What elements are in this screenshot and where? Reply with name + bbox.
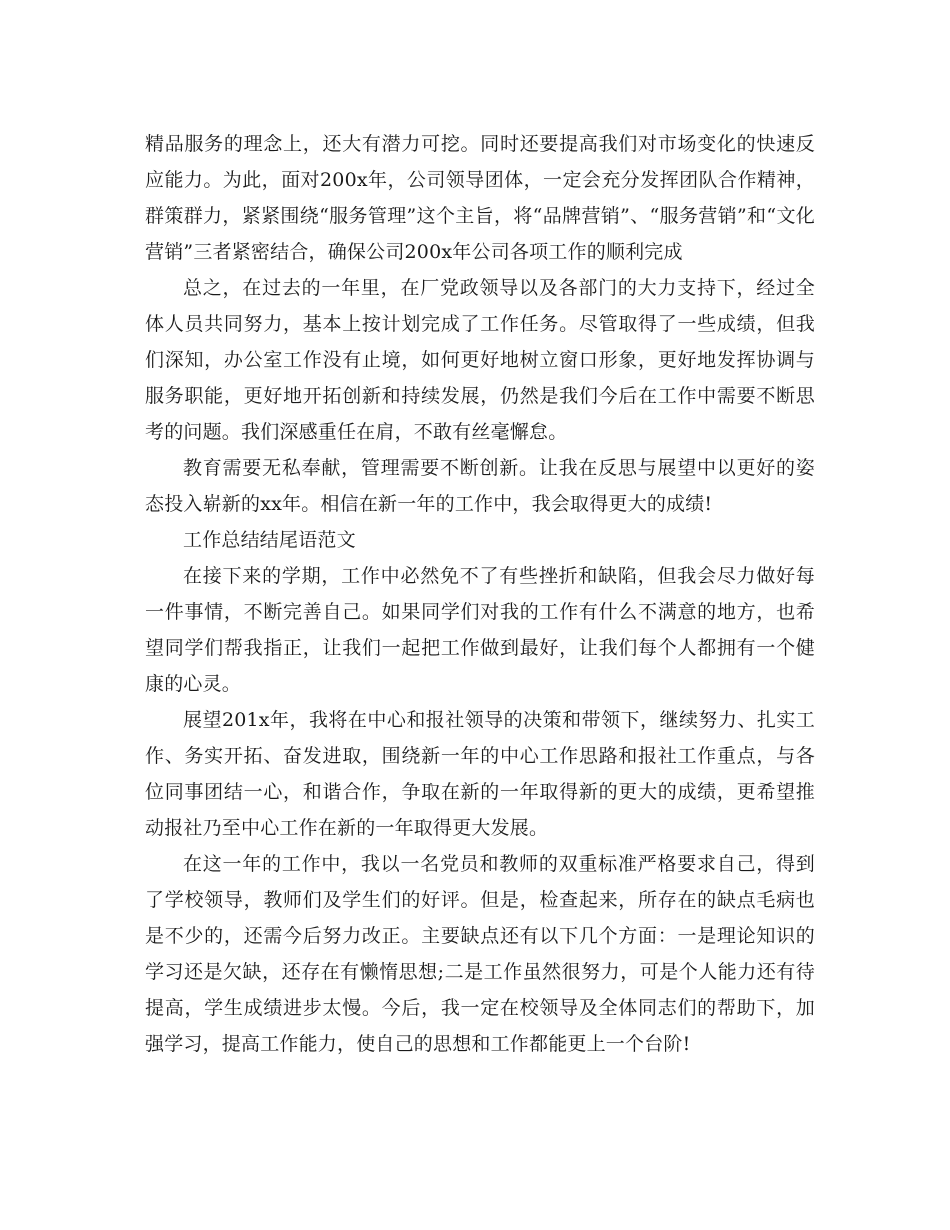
paragraph: 总之，在过去的一年里，在厂党政领导以及各部门的大力支持下，经过全体人员共同努力，基本上按计划完成了工作任务。尽管取得了一些成绩，但我们深知，办公室工作没有止境，如何更好地树立窗口形象，更好地发挥协调与服务职能，更好地开拓创新和持续发展，仍然是我们今后在工作中需要不断思考的问题。我们深感重任在肩，不敢有丝毫懈怠。 — [145, 277, 815, 443]
paragraph: 在这一年的工作中，我以一名党员和教师的双重标准严格要求自己，得到了学校领导，教师们及学生们的好评。但是，检查起来，所存在的缺点毛病也是不少的，还需今后努力改正。主要缺点还有以下几个方面：一是理论知识的学习还是欠缺，还存在有懒惰思想;二是工作虽然很努力，可是个人能力还有待提高，学生成绩进步太慢。今后，我一定在校领导及全体同志们的帮助下，加强学习，提高工作能力，使自己的思想和工作都能更上一个台阶! — [145, 853, 815, 1055]
paragraph: 教育需要无私奉献，管理需要不断创新。让我在反思与展望中以更好的姿态投入崭新的xx年。相信在新一年的工作中，我会取得更大的成绩! — [145, 457, 815, 515]
paragraph: 在接下来的学期，工作中必然免不了有些挫折和缺陷，但我会尽力做好每一件事情，不断完善自己。如果同学们对我的工作有什么不满意的地方，也希望同学们帮我指正，让我们一起把工作做到最好，让我们每个人都拥有一个健康的心灵。 — [145, 565, 815, 695]
paragraph: 展望201x年，我将在中心和报社领导的决策和带领下，继续努力、扎实工作、务实开拓、奋发进取，围绕新一年的中心工作思路和报社工作重点，与各位同事团结一心，和谐合作，争取在新的一年取得新的更大的成绩，更希望推动报社乃至中心工作在新的一年取得更大发展。 — [145, 709, 815, 839]
section-heading: 工作总结结尾语范文 — [183, 529, 356, 551]
paragraph: 精品服务的理念上，还大有潜力可挖。同时还要提高我们对市场变化的快速反应能力。为此，面对200x年，公司领导团体，一定会充分发挥团队合作精神，群策群力，紧紧围绕“服务管理”这个主旨，将“品牌营销”、“服务营销”和“文化营销”三者紧密结合，确保公司200x年公司各项工作的顺利完成 — [145, 133, 815, 263]
document-body — [145, 126, 815, 1062]
